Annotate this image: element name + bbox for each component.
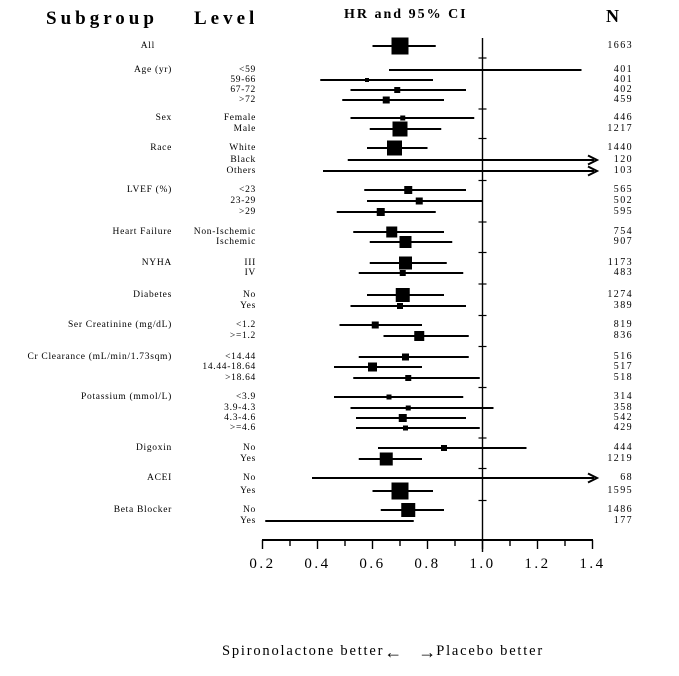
n-value: 565 bbox=[613, 184, 633, 195]
n-value: 444 bbox=[613, 442, 633, 453]
n-value: 401 bbox=[613, 74, 633, 85]
n-value: 1595 bbox=[607, 485, 633, 496]
level-label: Non-Ischemic bbox=[193, 227, 256, 237]
level-label: 67-72 bbox=[230, 85, 256, 95]
level-label: Others bbox=[226, 166, 256, 176]
subgroup-label: LVEF (%) bbox=[126, 185, 172, 195]
x-axis-tick-label: 0.4 bbox=[304, 556, 331, 572]
n-value: 459 bbox=[613, 94, 633, 105]
level-label: Ischemic bbox=[216, 237, 256, 247]
n-value: 483 bbox=[613, 267, 633, 278]
level-label: >=1.2 bbox=[229, 331, 256, 341]
level-label: >18.64 bbox=[225, 373, 256, 383]
x-axis-tick-label: 1.2 bbox=[524, 556, 551, 572]
n-value: 1173 bbox=[607, 257, 633, 268]
level-label: <1.2 bbox=[235, 320, 256, 330]
level-label: No bbox=[242, 443, 256, 453]
hr-box bbox=[400, 236, 412, 248]
n-value: 314 bbox=[613, 391, 633, 402]
x-axis-tick-label: 0.8 bbox=[414, 556, 441, 572]
n-value: 1440 bbox=[607, 142, 633, 153]
subgroup-label: Ser Creatinine (mg/dL) bbox=[67, 320, 172, 330]
subgroup-label: NYHA bbox=[141, 258, 172, 268]
level-label: 23-29 bbox=[230, 196, 256, 206]
subgroup-label: Potassium (mmol/L) bbox=[81, 392, 172, 402]
n-value: 1274 bbox=[607, 289, 633, 300]
x-axis-tick-label: 1.0 bbox=[469, 556, 496, 572]
subgroup-label: Heart Failure bbox=[112, 227, 172, 237]
n-value: 1219 bbox=[607, 453, 633, 464]
level-label: <14.44 bbox=[225, 352, 256, 362]
hr-box bbox=[392, 483, 409, 500]
level-label: >29 bbox=[239, 207, 256, 217]
level-label: Male bbox=[233, 124, 256, 134]
level-label: No bbox=[242, 290, 256, 300]
hr-box bbox=[403, 426, 408, 431]
level-label: No bbox=[242, 473, 256, 483]
right-arrow-icon: → bbox=[418, 641, 437, 662]
n-value: 68 bbox=[620, 472, 633, 483]
hr-box bbox=[402, 354, 409, 361]
level-label: Yes bbox=[240, 516, 256, 526]
level-label: Black bbox=[230, 155, 256, 165]
hr-box bbox=[416, 198, 423, 205]
hr-box bbox=[441, 445, 447, 451]
n-value: 358 bbox=[613, 402, 633, 413]
level-label: <3.9 bbox=[235, 392, 256, 402]
hr-box bbox=[365, 78, 369, 82]
hr-box bbox=[400, 116, 405, 121]
n-value: 595 bbox=[613, 206, 633, 217]
n-value: 516 bbox=[613, 351, 633, 362]
hr-box bbox=[383, 97, 390, 104]
subgroup-label: ACEI bbox=[147, 473, 172, 483]
hr-box bbox=[386, 227, 397, 238]
n-value: 518 bbox=[613, 372, 633, 383]
hr-box bbox=[401, 503, 415, 517]
level-label: 14.44-18.64 bbox=[202, 362, 256, 372]
level-label: Female bbox=[223, 113, 256, 123]
hr-box bbox=[372, 322, 379, 329]
subgroup-label: Sex bbox=[155, 113, 172, 123]
subgroup-label: Beta Blocker bbox=[113, 505, 172, 515]
n-value: 103 bbox=[613, 165, 633, 176]
hr-box bbox=[399, 257, 412, 270]
n-value: 907 bbox=[613, 236, 633, 247]
n-value: 446 bbox=[613, 112, 633, 123]
n-value: 754 bbox=[613, 226, 633, 237]
hr-box bbox=[368, 363, 377, 372]
level-label: >72 bbox=[239, 95, 256, 105]
hr-box bbox=[393, 122, 408, 137]
hr-box bbox=[380, 453, 393, 466]
n-value: 429 bbox=[613, 422, 633, 433]
x-axis-tick-label: 1.4 bbox=[579, 556, 606, 572]
hr-box bbox=[405, 375, 411, 381]
footer-note bbox=[222, 643, 544, 660]
level-label: Yes bbox=[240, 301, 256, 311]
subgroup-label: Age (yr) bbox=[133, 65, 172, 75]
level-label: Yes bbox=[240, 454, 256, 464]
hr-box bbox=[392, 38, 409, 55]
plot-title: HR and 95% CI bbox=[344, 7, 468, 22]
n-value: 1486 bbox=[607, 504, 633, 515]
hr-box bbox=[387, 395, 392, 400]
hr-box bbox=[387, 141, 402, 156]
level-label: <23 bbox=[239, 185, 256, 195]
column-header-n: N bbox=[606, 6, 620, 26]
hr-box bbox=[400, 270, 406, 276]
level-label: White bbox=[229, 143, 256, 153]
subgroup-label: Diabetes bbox=[133, 290, 172, 300]
n-value: 401 bbox=[613, 64, 633, 75]
hr-box bbox=[399, 414, 407, 422]
hr-box bbox=[394, 87, 400, 93]
hr-box bbox=[377, 208, 385, 216]
level-label: 4.3-4.6 bbox=[224, 413, 256, 423]
hr-box bbox=[414, 331, 424, 341]
x-axis-tick-label: 0.6 bbox=[359, 556, 386, 572]
level-label: No bbox=[242, 505, 256, 515]
subgroup-label: Digoxin bbox=[135, 443, 172, 453]
n-value: 177 bbox=[613, 515, 633, 526]
footer-left-label: Spironolactone better bbox=[222, 643, 385, 659]
level-label: Yes bbox=[240, 486, 256, 496]
subgroup-label: Race bbox=[150, 143, 172, 153]
hr-box bbox=[396, 288, 410, 302]
level-label: 59-66 bbox=[230, 75, 256, 85]
column-header-level: Level bbox=[194, 8, 259, 29]
n-value: 517 bbox=[613, 361, 633, 372]
hr-box bbox=[404, 186, 412, 194]
subgroup-label: Cr Clearance (mL/min/1.73sqm) bbox=[27, 352, 172, 362]
level-label: IV bbox=[244, 268, 256, 278]
n-value: 542 bbox=[613, 412, 633, 423]
left-arrow-icon: ← bbox=[384, 641, 403, 662]
n-value: 402 bbox=[613, 84, 633, 95]
n-value: 389 bbox=[613, 300, 633, 311]
column-header-subgroup: Subgroup bbox=[46, 8, 158, 29]
n-value: 502 bbox=[613, 195, 633, 206]
level-label: All bbox=[140, 41, 155, 51]
hr-box bbox=[406, 406, 411, 411]
level-label: III bbox=[244, 258, 256, 268]
footer-right-label: Placebo better bbox=[436, 643, 544, 659]
level-label: <59 bbox=[239, 65, 256, 75]
level-label: >=4.6 bbox=[229, 423, 256, 433]
n-value: 1663 bbox=[607, 40, 633, 51]
hr-box bbox=[397, 303, 403, 309]
n-value: 120 bbox=[613, 154, 633, 165]
level-label: 3.9-4.3 bbox=[224, 403, 256, 413]
n-value: 1217 bbox=[607, 123, 633, 134]
n-value: 836 bbox=[613, 330, 633, 341]
n-value: 819 bbox=[613, 319, 633, 330]
x-axis-tick-label: 0.2 bbox=[249, 556, 276, 572]
